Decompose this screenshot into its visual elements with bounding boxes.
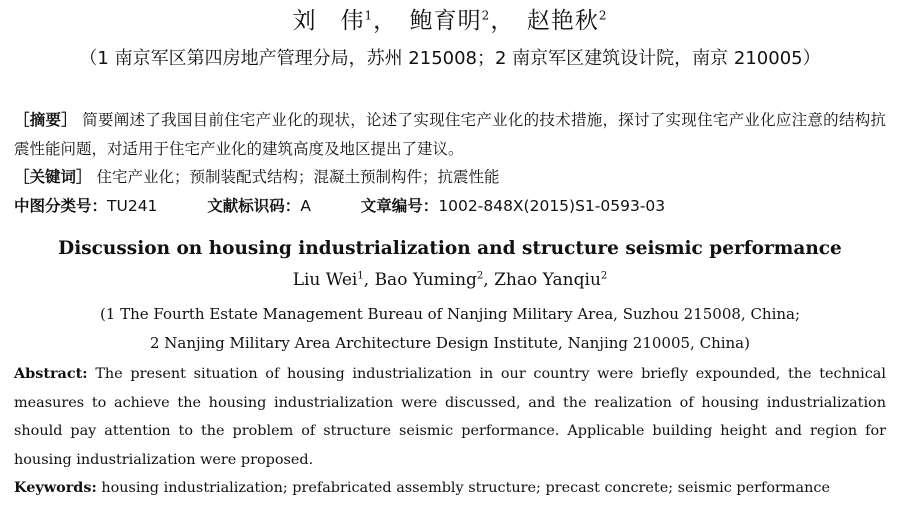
author-en: Bao Yuming: [374, 270, 477, 290]
author-affil-sup: 2: [476, 270, 484, 282]
affiliation-en-2: 2 Nanjing Military Area Architecture Design Institute, Nanjing 210005, China): [150, 334, 750, 352]
author-separator: ,: [483, 270, 495, 290]
keywords-en-label: Keywords:: [14, 479, 97, 496]
author-cn: 赵艳秋: [526, 8, 599, 34]
article-number-label: 文章编号：: [360, 197, 439, 215]
author-affil-sup: 1: [364, 8, 374, 23]
affiliation-cn: （1 南京军区第四房地产管理分局，苏州 215008；2 南京军区建筑设计院，南京 210005）: [79, 48, 821, 69]
keywords-en: [14, 477, 886, 499]
keywords-cn-label: ［关键词］: [14, 168, 92, 186]
author-separator: ,: [363, 270, 375, 290]
authors-en: [0, 270, 900, 290]
doc-code-label: 文献标识码：: [207, 197, 301, 215]
clc-label: 中图分类号：: [14, 197, 108, 215]
abstract-en: [14, 360, 886, 475]
keywords-cn: [14, 163, 886, 191]
article-number-value: 1002-848X(2015)S1-0593-03: [438, 197, 666, 215]
abstract-en-text: The present situation of housing industrialization in our country were briefly expounded, the technical measures to achieve the housing industrialization were discussed, and the realization of housing industrialization should pay attention to the problem of structure seismic performance. Applicable building height and region for housing industrialization were proposed.: [14, 366, 886, 469]
author-affil-sup: 2: [481, 8, 491, 23]
clc-value: TU241: [107, 197, 158, 215]
author-cn: 刘 伟: [292, 8, 365, 34]
author-affil-sup: 2: [600, 270, 608, 282]
author-cn: 鲍育明: [409, 8, 482, 34]
author-separator: ，: [373, 8, 410, 34]
abstract-en-label: Abstract:: [14, 365, 88, 382]
author-en: Zhao Yanqiu: [494, 270, 601, 290]
affiliation-en-1: (1 The Fourth Estate Management Bureau of Nanjing Military Area, Suzhou 215008, China;: [99, 305, 801, 323]
classification-row: [14, 194, 886, 218]
title-en: Discussion on housing industrialization and structure seismic performance: [58, 238, 842, 259]
keywords-cn-text: 住宅产业化；预制装配式结构；混凝土预制构件；抗震性能: [96, 168, 500, 186]
author-separator: ，: [490, 8, 527, 34]
author-en: Liu Wei: [292, 270, 358, 290]
keywords-en-text: housing industrialization; prefabricated assembly structure; precast concrete; seismic performance: [101, 480, 830, 496]
authors-cn: [0, 2, 900, 35]
author-affil-sup: 2: [598, 8, 608, 23]
abstract-cn: [14, 106, 886, 164]
abstract-cn-text: 简要阐述了我国目前住宅产业化的现状，论述了实现住宅产业化的技术措施，探讨了实现住宅产业化应注意的结构抗震性能问题，对适用于住宅产业化的建筑高度及地区提出了建议。: [14, 111, 886, 158]
doc-code-value: A: [300, 197, 311, 215]
author-affil-sup: 1: [357, 270, 364, 282]
abstract-cn-label: ［摘要］: [14, 111, 78, 129]
